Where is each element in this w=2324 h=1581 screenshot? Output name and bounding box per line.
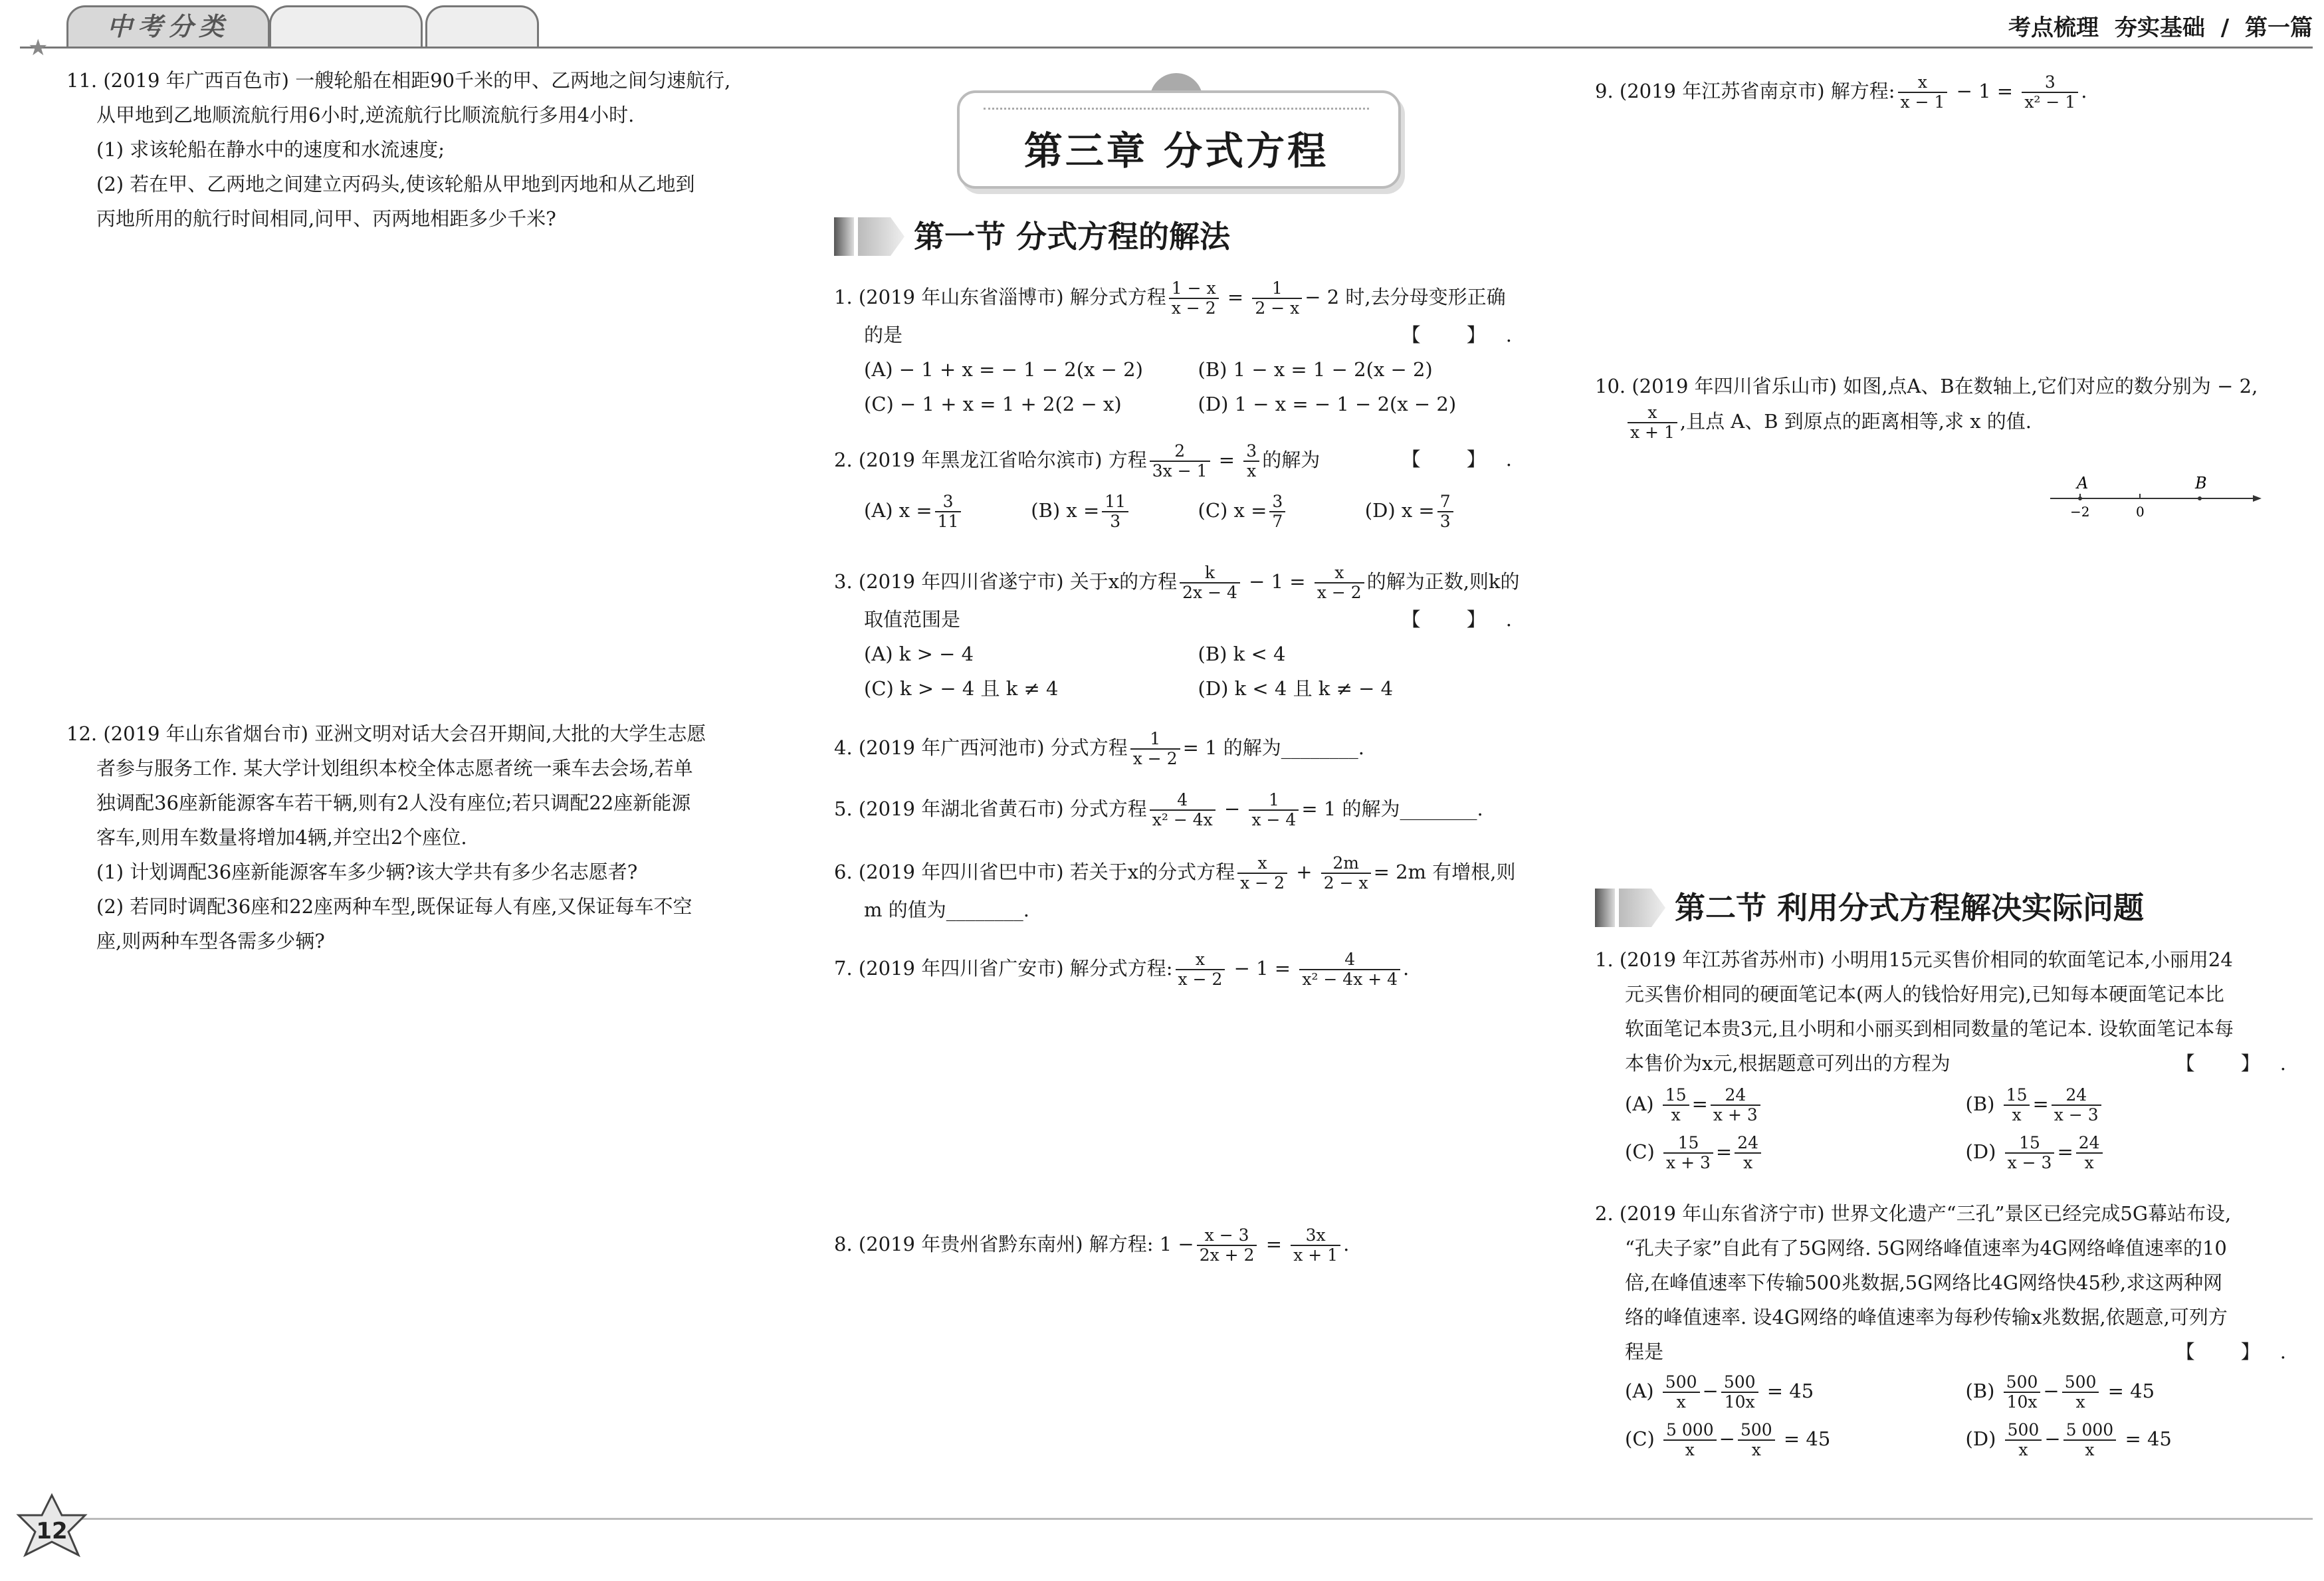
question-line: (1) 求该轮船在静水中的速度和水流速度; — [96, 138, 445, 161]
stem-text: − 2 时,去分母变形正确 — [1305, 286, 1506, 308]
denominator: 7 — [1272, 512, 1283, 531]
question-stem-cont: m 的值为________. — [864, 898, 1029, 921]
star-icon: ★ — [28, 35, 49, 61]
category-tab: 中考分类 — [66, 5, 270, 47]
fraction — [1711, 1086, 1760, 1124]
blank-tab — [425, 5, 539, 47]
numerator: 2 — [1150, 442, 1210, 462]
fraction — [2004, 1086, 2030, 1124]
header-rule — [20, 47, 2313, 49]
question-line: 独调配36座新能源客车若干辆,则有2人没有座位;若只调配22座新能源 — [96, 791, 691, 814]
question-m7 — [834, 950, 1532, 989]
page-number: 12 — [36, 1518, 68, 1544]
section-title: 第一节 分式方程的解法 — [914, 219, 1231, 255]
question-line: 软面笔记本贵3元,且小明和小丽买到相同数量的笔记本. 设软面笔记本每 — [1625, 1017, 2234, 1040]
denominator: 3 — [1439, 512, 1451, 531]
stem-text: 7. (2019 年四川省广安市) 解分式方程: — [834, 957, 1173, 980]
fraction — [1738, 1421, 1775, 1459]
question-m8 — [834, 1226, 1532, 1265]
fraction — [1663, 1421, 1717, 1459]
denominator: 3 — [1110, 512, 1121, 531]
question-stem — [1595, 73, 2306, 112]
fraction — [2005, 1421, 2042, 1459]
question-line: 12. (2019 年山东省烟台市) 亚洲文明对话大会召开期间,大批的大学生志愿 — [66, 722, 706, 745]
fraction — [2005, 1134, 2055, 1172]
denominator: 2 − x — [1323, 873, 1368, 893]
choice-label: (C) — [1625, 1427, 1655, 1450]
numerator: 15 — [2005, 1134, 2055, 1154]
section-arrow-icon — [1619, 889, 1665, 927]
fraction — [1169, 279, 1219, 318]
numerator: 3x — [1291, 1226, 1340, 1246]
question-m6 — [834, 854, 1532, 927]
numerator: 500 — [2004, 1373, 2041, 1393]
fraction — [1437, 492, 1453, 531]
question-stem — [834, 1226, 1532, 1265]
question-m1 — [834, 279, 1532, 421]
question-line: 客车,则用车数量将增加4辆,并空出2个座位. — [96, 826, 467, 849]
operator: − — [1719, 1427, 1735, 1450]
numerator: x — [1315, 564, 1364, 583]
question-line: “孔夫子家”自此有了5G网络. 5G网络峰值速率为4G网络峰值速率的10 — [1625, 1237, 2227, 1259]
choice-b — [1966, 1086, 2307, 1124]
choice-row — [834, 492, 1532, 531]
question-line: 元买售价相同的硬面笔记本(两人的钱恰好用完),已知每本硬面笔记本比 — [1625, 983, 2224, 1005]
numerator: 500 — [2005, 1421, 2042, 1441]
denominator: x — [2075, 1392, 2085, 1412]
question-line: 者参与服务工作. 某大学计划组织本校全体志愿者统一乘车去会场,若单 — [96, 757, 693, 780]
fraction — [2022, 73, 2078, 112]
numerator: x — [1176, 950, 1225, 970]
numerator: x — [1628, 403, 1677, 423]
operator: = — [1715, 1140, 1733, 1163]
question-stem — [834, 279, 1532, 318]
denominator: x — [2084, 1153, 2094, 1172]
operator: + — [1296, 861, 1313, 883]
denominator: x − 1 — [1900, 92, 1945, 112]
denominator: x² − 4x + 4 — [1302, 970, 1398, 989]
choice-b: (B) 1 − x = 1 − 2(x − 2) — [1198, 358, 1433, 381]
numerator: x − 3 — [1197, 1226, 1257, 1246]
operator: − — [2043, 1380, 2060, 1402]
stem-text: 取值范围是 — [864, 608, 961, 631]
choice-label: (A) — [1625, 1093, 1654, 1115]
stem-text: 的解为 — [1262, 449, 1320, 471]
equation-rhs: = 45 — [1783, 1427, 1831, 1450]
point-a — [2078, 496, 2082, 500]
numerator: 24 — [1735, 1134, 1761, 1154]
numerator: 15 — [2004, 1086, 2030, 1106]
operator: − — [1223, 797, 1241, 820]
question-stem — [834, 442, 1532, 480]
question-line: 2. (2019 年山东省济宁市) 世界文化遗产“三孔”景区已经完成5G幕站布设, — [1595, 1202, 2232, 1225]
answer-bracket: 【 】. — [2175, 1340, 2306, 1363]
fraction — [1628, 403, 1677, 442]
choice-label: (B) — [1965, 1093, 1995, 1115]
choice-d: (D) 1 − x = − 1 − 2(x − 2) — [1198, 393, 1457, 415]
stem-text: 的是 — [864, 324, 903, 346]
fraction — [2062, 1373, 2099, 1412]
page-number-badge — [12, 1492, 92, 1572]
denominator: x — [2085, 1440, 2095, 1459]
choice-label: (C) — [1625, 1140, 1655, 1163]
denominator: x² − 4x — [1152, 810, 1213, 829]
question-stem-cont — [834, 318, 1532, 352]
choice-c — [1198, 492, 1365, 531]
tick-label: −2 — [2070, 504, 2090, 520]
number-line-figure — [2050, 469, 2263, 522]
choice-row — [834, 671, 1532, 706]
section-arrow-icon — [858, 217, 904, 256]
denominator: x + 3 — [1666, 1153, 1711, 1172]
stem-text: = 1 的解为________. — [1182, 736, 1365, 759]
choice-label: (D) x = — [1364, 499, 1435, 522]
fraction — [1243, 442, 1259, 480]
question-12 — [66, 716, 791, 958]
choice-d — [1365, 492, 1532, 531]
question-line: 从甲地到乙地顺流航行用6小时,逆流航行比顺流航行多用4小时. — [96, 104, 635, 126]
part-label: 第一篇 — [2245, 15, 2313, 41]
stem-text: . — [1403, 957, 1410, 980]
denominator: 2x + 2 — [1199, 1245, 1255, 1265]
stem-text: 程是 — [1625, 1340, 1664, 1363]
choice-d — [1966, 1134, 2307, 1172]
header-label: / 第一篇 — [2220, 15, 2313, 41]
numerator: 4 — [1150, 791, 1215, 811]
denominator: x − 2 — [1132, 749, 1178, 768]
fraction — [1252, 279, 1302, 318]
operator: = — [1691, 1093, 1708, 1115]
denominator: x — [1685, 1440, 1695, 1459]
operator: = — [1218, 449, 1235, 471]
numerator: 1 — [1249, 791, 1299, 811]
operator: = — [1265, 1233, 1283, 1255]
operator: = — [1227, 286, 1244, 308]
operator: − — [2044, 1427, 2061, 1450]
denominator: x − 2 — [1178, 970, 1223, 989]
denominator: 2 − x — [1255, 298, 1300, 318]
numerator: 3 — [935, 492, 962, 512]
stem-text: = 2m 有增根,则 — [1373, 861, 1516, 883]
denominator: x − 4 — [1251, 810, 1297, 829]
question-line: 丙地所用的航行时间相同,问甲、丙两地相距多少千米? — [96, 207, 556, 230]
numerator: 3 — [1269, 492, 1285, 512]
stem-text: 4. (2019 年广西河池市) 分式方程 — [834, 736, 1128, 759]
answer-bracket: 【 】. — [1401, 608, 1532, 631]
equation-rhs: = 45 — [2125, 1427, 2172, 1450]
question-stem — [834, 854, 1532, 893]
numerator: x — [1898, 73, 1948, 93]
fraction — [1721, 1373, 1758, 1412]
choice-d — [1966, 1421, 2307, 1459]
choice-row — [1595, 1134, 2306, 1172]
fraction — [1180, 564, 1240, 602]
question-11 — [66, 63, 791, 236]
choice-row — [1595, 1086, 2306, 1124]
answer-bracket: 【 】. — [2175, 1052, 2306, 1075]
stem-text: 本售价为x元,根据题意可列出的方程为 — [1625, 1052, 1951, 1075]
denominator: x + 1 — [1630, 423, 1675, 442]
operator: = — [2032, 1093, 2049, 1115]
operator: = — [2057, 1140, 2073, 1163]
choice-a: (A) k > − 4 — [864, 643, 974, 665]
denominator: 11 — [937, 512, 959, 531]
header-bar — [20, 0, 2319, 52]
fraction — [1102, 492, 1128, 531]
fraction — [1663, 1086, 1689, 1124]
numerator: 500 — [1738, 1421, 1775, 1441]
choice-a — [864, 492, 1031, 531]
stem-text: 6. (2019 年四川省巴中市) 若关于x的分式方程 — [834, 861, 1235, 883]
fraction — [1663, 1373, 1700, 1412]
denominator: x − 3 — [2007, 1153, 2052, 1172]
point-b-label: B — [2195, 474, 2207, 492]
question-line: (2) 若同时调配36座和22座两种车型,既保证每人有座,又保证每车不空 — [96, 895, 692, 918]
numerator: 3 — [2022, 73, 2078, 93]
question-s2-1 — [1595, 942, 2306, 1172]
fraction — [1299, 950, 1400, 989]
choice-b: (B) k < 4 — [1198, 643, 1286, 665]
section-bar — [1595, 889, 1615, 927]
numerator: 15 — [1663, 1086, 1689, 1106]
numerator: 1 — [1252, 279, 1302, 299]
denominator: x — [1751, 1440, 1761, 1459]
fraction — [1130, 730, 1180, 768]
stem-text: . — [2081, 80, 2087, 102]
stem-text: = 1 的解为________. — [1301, 797, 1483, 820]
operator: − 1 = — [1249, 570, 1306, 593]
fraction — [1898, 73, 1948, 112]
choice-label: (B) — [1965, 1380, 1995, 1402]
question-line: (1) 计划调配36座新能源客车多少辆?该大学共有多少名志愿者? — [96, 861, 638, 883]
denominator: x − 2 — [1171, 298, 1216, 318]
denominator: x − 2 — [1240, 873, 1285, 893]
choice-row — [834, 387, 1532, 421]
fraction — [1735, 1134, 1761, 1172]
numerator: 500 — [1663, 1373, 1700, 1393]
question-line — [1595, 1046, 2306, 1081]
stem-text: ,且点 A、B 到原点的距离相等,求 x 的值. — [1679, 410, 2032, 433]
operator: − 1 = — [1956, 80, 2014, 102]
numerator: 24 — [2076, 1134, 2103, 1154]
fraction — [1321, 854, 1371, 893]
equation-rhs: = 45 — [1766, 1380, 1814, 1402]
fraction — [1176, 950, 1225, 989]
equation-rhs: = 45 — [2107, 1380, 2155, 1402]
numerator: 11 — [1102, 492, 1128, 512]
choice-row — [1595, 1373, 2306, 1412]
numerator: 7 — [1437, 492, 1453, 512]
numerator: k — [1180, 564, 1240, 583]
question-line: (2) 若在甲、乙两地之间建立丙码头,使该轮船从甲地到丙地和从乙地到 — [96, 173, 695, 195]
choice-row — [834, 637, 1532, 671]
question-stem: 10. (2019 年四川省乐山市) 如图,点A、B在数轴上,它们对应的数分别为 − 2, — [1595, 375, 2258, 397]
banner-dotted-line — [984, 108, 1369, 110]
numerator: 1 — [1130, 730, 1180, 750]
section-bar — [834, 217, 854, 256]
denominator: x — [1671, 1105, 1681, 1124]
question-line: 络的峰值速率. 设4G网络的峰值速率为每秒传输x兆数据,依题意,可列方 — [1625, 1306, 2228, 1328]
numerator: 15 — [1663, 1134, 1713, 1154]
header-right-labels — [2000, 9, 2313, 42]
choice-label: (B) x = — [1031, 499, 1100, 522]
numerator: 1 − x — [1169, 279, 1219, 299]
fraction — [2004, 1373, 2041, 1412]
denominator: x² − 1 — [2024, 92, 2076, 112]
fraction — [2052, 1086, 2101, 1124]
question-line: 11. (2019 年广西百色市) 一艘轮船在相距90千米的甲、乙两地之间匀速航行, — [66, 69, 731, 92]
choice-row — [834, 352, 1532, 387]
numerator: 4 — [1299, 950, 1400, 970]
question-stem — [834, 730, 1532, 768]
denominator: x — [1676, 1392, 1686, 1412]
question-m3 — [834, 564, 1532, 706]
answer-bracket: 【 】. — [1401, 448, 1532, 471]
section-heading-1 — [834, 216, 1366, 257]
choice-b — [1031, 492, 1198, 531]
choice-label: (D) — [1965, 1427, 1996, 1450]
choice-row — [1595, 1421, 2306, 1459]
answer-bracket: 【 】. — [1401, 324, 1532, 346]
denominator: 3x − 1 — [1152, 461, 1208, 480]
section-heading-2 — [1595, 887, 2260, 928]
blank-tab — [269, 5, 423, 47]
denominator: x − 3 — [2054, 1105, 2099, 1124]
choice-b — [1966, 1373, 2307, 1412]
operator: − 1 = — [1233, 957, 1291, 980]
fraction — [2076, 1134, 2103, 1172]
question-s2-2 — [1595, 1196, 2306, 1459]
header-label: 夯实基础 — [2114, 15, 2205, 41]
numerator: 24 — [2052, 1086, 2101, 1106]
choice-label: (A) — [1625, 1380, 1654, 1402]
stem-text: 8. (2019 年贵州省黔东南州) 解方程: 1 − — [834, 1233, 1194, 1255]
stem-text: 2. (2019 年黑龙江省哈尔滨市) 方程 — [834, 449, 1147, 471]
question-line: 座,则两种车型各需多少辆? — [96, 930, 325, 952]
question-line — [1595, 1334, 2306, 1369]
denominator: x + 3 — [1713, 1105, 1758, 1124]
numerator: 2m — [1321, 854, 1371, 874]
fraction — [1249, 791, 1299, 829]
denominator: 10x — [2006, 1392, 2038, 1412]
stem-text: 5. (2019 年湖北省黄石市) 分式方程 — [834, 797, 1147, 820]
choice-d: (D) k < 4 且 k ≠ − 4 — [1198, 677, 1394, 700]
stem-text: 1. (2019 年山东省淄博市) 解分式方程 — [834, 286, 1166, 308]
stem-text: . — [1343, 1233, 1350, 1255]
question-stem — [834, 791, 1532, 829]
question-line: 1. (2019 年江苏省苏州市) 小明用15元买售价相同的软面笔记本,小丽用24 — [1595, 948, 2233, 971]
denominator: x — [2012, 1105, 2022, 1124]
fraction — [1315, 564, 1364, 602]
question-stem — [834, 950, 1532, 989]
numerator: 5 000 — [1663, 1421, 1717, 1441]
choice-c — [1625, 1134, 1966, 1172]
question-stem-cont — [834, 602, 1532, 637]
fraction — [1269, 492, 1285, 531]
operator: − — [1702, 1380, 1719, 1402]
footer-rule — [80, 1518, 2313, 1520]
denominator: x — [1247, 461, 1257, 480]
numerator: 500 — [2062, 1373, 2099, 1393]
stem-text: 的解为正数,则k的 — [1366, 570, 1520, 593]
chapter-banner — [957, 73, 1402, 189]
fraction — [1150, 442, 1210, 480]
choice-a — [1625, 1086, 1966, 1124]
denominator: x + 1 — [1293, 1245, 1338, 1265]
point-b — [2198, 496, 2202, 500]
denominator: x − 2 — [1317, 583, 1362, 602]
fraction — [1291, 1226, 1340, 1265]
fraction — [1663, 1134, 1713, 1172]
choice-label: (D) — [1965, 1140, 1996, 1163]
choice-c: (C) − 1 + x = 1 + 2(2 − x) — [864, 393, 1122, 415]
section-title: 第二节 利用分式方程解决实际问题 — [1675, 890, 2145, 926]
choice-label: (C) x = — [1198, 499, 1267, 522]
numerator: 3 — [1243, 442, 1259, 462]
fraction — [2063, 1421, 2117, 1459]
axis-arrow-icon — [2253, 495, 2262, 502]
choice-c — [1625, 1421, 1966, 1459]
fraction — [1150, 791, 1215, 829]
question-stem-cont — [1595, 403, 2306, 442]
question-m2 — [834, 442, 1532, 531]
question-r9 — [1595, 73, 2306, 112]
question-m4 — [834, 730, 1532, 768]
header-label: 考点梳理 — [2008, 15, 2099, 41]
choice-label: (A) x = — [864, 499, 932, 522]
choice-a — [1625, 1373, 1966, 1412]
chapter-title: 第三章 分式方程 — [1023, 128, 1329, 173]
question-stem — [834, 564, 1532, 602]
denominator: 10x — [1724, 1392, 1755, 1412]
point-a-label: A — [2077, 474, 2089, 492]
fraction — [1197, 1226, 1257, 1265]
tick-label: 0 — [2136, 504, 2145, 520]
stem-text: 9. (2019 年江苏省南京市) 解方程: — [1595, 80, 1895, 102]
question-line: 倍,在峰值速率下传输500兆数据,5G网络比4G网络快45秒,求这两种网 — [1625, 1271, 2223, 1294]
fraction — [1237, 854, 1287, 893]
denominator: x — [2018, 1440, 2028, 1459]
choice-a: (A) − 1 + x = − 1 − 2(x − 2) — [864, 358, 1143, 381]
denominator: 2x − 4 — [1182, 583, 1237, 602]
question-r10 — [1595, 369, 2306, 442]
question-m5 — [834, 791, 1532, 829]
numerator: x — [1237, 854, 1287, 874]
choice-c: (C) k > − 4 且 k ≠ 4 — [864, 677, 1059, 700]
stem-text: 3. (2019 年四川省遂宁市) 关于x的方程 — [834, 570, 1178, 593]
numerator: 500 — [1721, 1373, 1758, 1393]
fraction — [935, 492, 962, 531]
numerator: 5 000 — [2063, 1421, 2117, 1441]
numerator: 24 — [1711, 1086, 1760, 1106]
denominator: x — [1743, 1153, 1753, 1172]
